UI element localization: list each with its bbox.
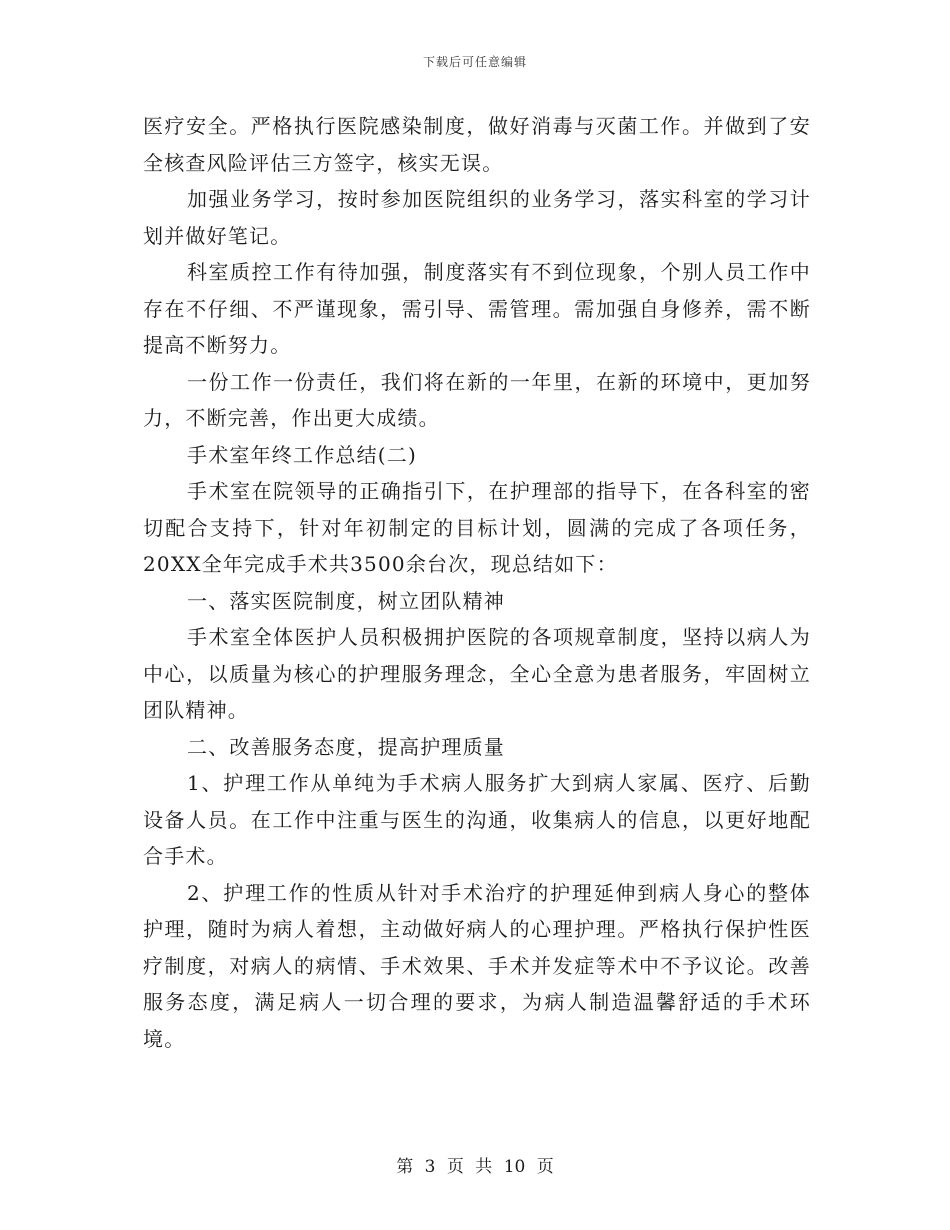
paragraph: 手术室全体医护人员积极拥护医院的各项规章制度，坚持以病人为中心，以质量为核心的护理服务理念，全心全意为患者服务，牢固树立团队精神。 bbox=[143, 625, 811, 722]
paragraph: 一份工作一份责任，我们将在新的一年里，在新的环境中，更加努力，不断完善，作出更大成绩。 bbox=[143, 369, 811, 430]
header-note: 下载后可任意编辑 bbox=[422, 55, 527, 69]
document-body bbox=[143, 108, 811, 1057]
paragraph: 医疗安全。严格执行医院感染制度，做好消毒与灭菌工作。并做到了安全核查风险评估三方签字，核实无误。 bbox=[143, 114, 811, 175]
paragraph: 加强业务学习，按时参加医院组织的业务学习，落实科室的学习计划并做好笔记。 bbox=[143, 187, 811, 248]
paragraph: 科室质控工作有待加强，制度落实有不到位现象，个别人员工作中存在不仔细、不严谨现象，需引导、需管理。需加强自身修养，需不断提高不断努力。 bbox=[143, 260, 811, 357]
paragraph: 2、护理工作的性质从针对手术治疗的护理延伸到病人身心的整体护理，随时为病人着想，主动做好病人的心理护理。严格执行保护性医疗制度，对病人的病情、手术效果、手术并发症等术中不予议论。改善服务态度，满足病人一切合理的要求，为病人制造温馨舒适的手术环境。 bbox=[143, 880, 811, 1051]
section-title: 手术室年终工作总结(二) bbox=[187, 442, 418, 467]
page-footer: 第 3 页 共 10 页 bbox=[396, 1157, 554, 1177]
section-heading: 二、改善服务态度，提高护理质量 bbox=[187, 734, 505, 759]
paragraph: 手术室在院领导的正确指引下，在护理部的指导下，在各科室的密切配合支持下，针对年初制定的目标计划，圆满的完成了各项任务，20XX全年完成手术共3500余台次，现总结如下： bbox=[143, 479, 811, 576]
section-heading: 一、落实医院制度，树立团队精神 bbox=[187, 588, 505, 613]
paragraph: 1、护理工作从单纯为手术病人服务扩大到病人家属、医疗、后勤设备人员。在工作中注重与医生的沟通，收集病人的信息，以更好地配合手术。 bbox=[143, 771, 811, 868]
